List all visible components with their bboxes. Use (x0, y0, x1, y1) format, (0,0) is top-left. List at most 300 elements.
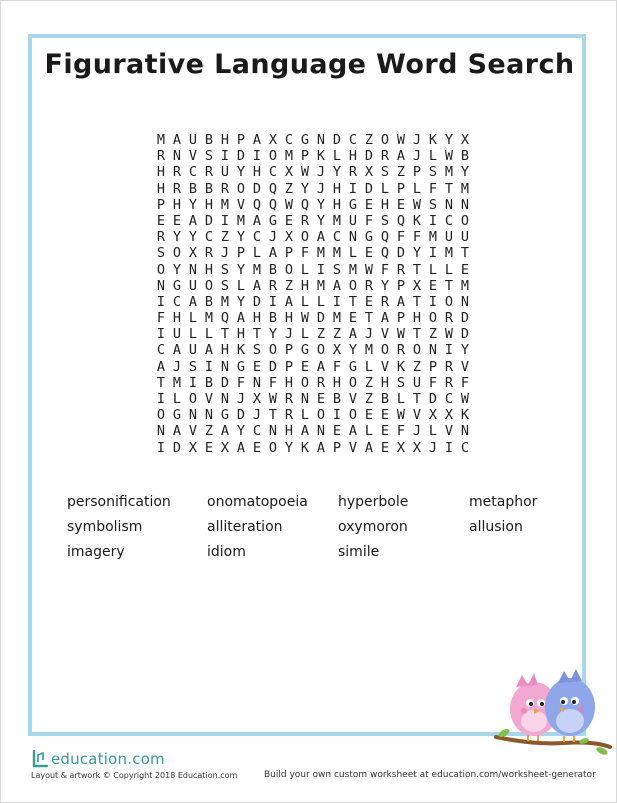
grid-letter: N (460, 423, 470, 440)
grid-letter: I (332, 407, 342, 424)
grid-letter: I (188, 374, 198, 391)
grid-letter: L (300, 261, 310, 278)
grid-letter: Y (460, 342, 470, 359)
grid-letter: I (444, 342, 454, 359)
grid-letter: T (412, 326, 422, 343)
grid-letter: X (428, 407, 438, 424)
grid-letter: H (156, 180, 166, 197)
grid-letter: L (428, 148, 438, 165)
grid-letter: A (220, 423, 230, 440)
grid-letter: E (428, 277, 438, 294)
grid-letter: D (428, 391, 438, 407)
grid-letter: X (268, 132, 278, 148)
grid-letter: R (220, 180, 230, 197)
grid-letter: L (348, 245, 358, 262)
grid-letter: A (188, 212, 198, 229)
grid-letter: U (444, 229, 454, 246)
grid-letter: A (172, 423, 182, 440)
word-search-grid (153, 132, 473, 456)
grid-letter: N (204, 407, 214, 424)
grid-letter: O (188, 391, 198, 407)
grid-letter: I (156, 293, 166, 310)
grid-letter: J (412, 132, 422, 148)
grid-letter: B (268, 310, 278, 327)
grid-letter: B (188, 180, 198, 197)
grid-letter: M (332, 245, 342, 262)
grid-letter: D (172, 439, 182, 456)
grid-letter: C (252, 229, 262, 246)
grid-letter: R (204, 164, 214, 181)
grid-letter: R (156, 148, 166, 165)
grid-letter: M (284, 148, 294, 165)
grid-letter: A (316, 439, 326, 456)
grid-letter: H (172, 310, 182, 327)
grid-row (153, 326, 473, 342)
grid-letter: S (188, 358, 198, 375)
grid-letter: R (444, 358, 454, 375)
grid-letter: D (268, 358, 278, 375)
grid-letter: A (252, 277, 262, 294)
grid-letter: X (412, 439, 422, 456)
grid-letter: R (284, 391, 294, 407)
grid-letter: P (396, 277, 406, 294)
grid-letter: L (204, 326, 214, 343)
grid-letter: V (188, 148, 198, 165)
grid-letter: O (284, 261, 294, 278)
grid-letter: P (284, 245, 294, 262)
grid-letter: H (204, 261, 214, 278)
grid-letter: Y (332, 164, 342, 181)
grid-letter: D (236, 407, 246, 424)
grid-letter: A (316, 229, 326, 246)
grid-letter: Z (412, 358, 422, 375)
grid-letter: E (364, 407, 374, 424)
grid-letter: I (156, 391, 166, 407)
grid-letter: Z (220, 229, 230, 246)
grid-letter: D (332, 132, 342, 148)
grid-letter: F (412, 229, 422, 246)
grid-letter: N (220, 391, 230, 407)
grid-letter: R (444, 310, 454, 327)
grid-letter: Y (188, 196, 198, 213)
grid-letter: J (412, 148, 422, 165)
grid-letter: I (220, 212, 230, 229)
grid-row (153, 375, 473, 391)
grid-letter: W (300, 164, 310, 181)
grid-letter: C (284, 132, 294, 148)
grid-letter: E (460, 261, 470, 278)
word-list-item: oxymoron (338, 519, 408, 535)
grid-letter: M (460, 180, 470, 197)
grid-letter: H (220, 342, 230, 359)
grid-letter: L (252, 245, 262, 262)
grid-letter: H (332, 196, 342, 213)
grid-letter: L (396, 391, 406, 407)
grid-letter: F (332, 358, 342, 375)
grid-letter: E (364, 293, 374, 310)
grid-letter: M (220, 293, 230, 310)
grid-letter: Q (268, 196, 278, 213)
grid-letter: C (172, 293, 182, 310)
grid-letter: P (156, 196, 166, 213)
grid-letter: J (236, 391, 246, 407)
grid-letter: W (460, 391, 470, 407)
grid-letter: T (364, 310, 374, 327)
grid-letter: M (252, 261, 262, 278)
grid-letter: M (316, 277, 326, 294)
grid-letter: F (396, 423, 406, 440)
grid-letter: F (428, 180, 438, 197)
grid-letter: Y (316, 196, 326, 213)
grid-letter: F (428, 374, 438, 391)
grid-letter: H (204, 196, 214, 213)
grid-letter: E (348, 310, 358, 327)
grid-letter: U (412, 374, 422, 391)
grid-letter: E (380, 423, 390, 440)
grid-letter: F (460, 374, 470, 391)
grid-letter: H (172, 196, 182, 213)
grid-letter: A (252, 212, 262, 229)
grid-letter: E (396, 196, 406, 213)
grid-letter: C (348, 132, 358, 148)
grid-letter: E (252, 358, 262, 375)
grid-letter: R (444, 374, 454, 391)
grid-letter: K (396, 358, 406, 375)
grid-letter: A (188, 293, 198, 310)
grid-letter: N (316, 132, 326, 148)
grid-letter: D (220, 374, 230, 391)
grid-letter: H (348, 148, 358, 165)
grid-letter: Y (412, 245, 422, 262)
grid-letter: H (156, 164, 166, 181)
education-logo-icon (31, 749, 49, 769)
grid-letter: Y (300, 180, 310, 197)
grid-letter: O (460, 212, 470, 229)
grid-letter: E (364, 196, 374, 213)
grid-letter: R (172, 180, 182, 197)
grid-letter: F (268, 374, 278, 391)
grid-letter: J (316, 180, 326, 197)
grid-letter: M (332, 212, 342, 229)
grid-letter: C (460, 439, 470, 456)
grid-letter: T (460, 245, 470, 262)
grid-letter: A (236, 439, 246, 456)
grid-letter: O (316, 407, 326, 424)
grid-letter: W (396, 407, 406, 424)
grid-letter: G (236, 358, 246, 375)
grid-letter: M (460, 277, 470, 294)
grid-letter: L (300, 293, 310, 310)
grid-letter: M (444, 245, 454, 262)
grid-letter: P (236, 245, 246, 262)
grid-letter: W (268, 391, 278, 407)
word-list-item: hyperbole (338, 494, 409, 510)
grid-letter: O (236, 180, 246, 197)
grid-letter: B (204, 374, 214, 391)
grid-letter: N (348, 229, 358, 246)
grid-letter: Q (252, 196, 262, 213)
grid-letter: Q (380, 229, 390, 246)
grid-letter: J (412, 423, 422, 440)
grid-letter: Y (172, 229, 182, 246)
grid-letter: T (444, 180, 454, 197)
grid-letter: X (460, 132, 470, 148)
grid-letter: V (188, 423, 198, 440)
grid-row (153, 359, 473, 375)
grid-letter: S (204, 148, 214, 165)
grid-letter: K (316, 148, 326, 165)
grid-letter: N (444, 196, 454, 213)
grid-letter: I (204, 358, 214, 375)
grid-letter: B (332, 391, 342, 407)
grid-letter: S (252, 342, 262, 359)
grid-row (153, 197, 473, 213)
grid-letter: J (428, 439, 438, 456)
grid-letter: G (348, 196, 358, 213)
grid-row (153, 245, 473, 261)
grid-letter: W (300, 310, 310, 327)
grid-letter: X (284, 229, 294, 246)
grid-letter: L (188, 326, 198, 343)
grid-letter: D (460, 326, 470, 343)
grid-letter: H (284, 423, 294, 440)
grid-letter: Y (236, 229, 246, 246)
grid-row (153, 181, 473, 197)
grid-letter: H (300, 277, 310, 294)
grid-letter: Y (236, 261, 246, 278)
grid-letter: N (268, 423, 278, 440)
word-list-item: symbolism (67, 519, 143, 535)
grid-letter: S (428, 196, 438, 213)
grid-letter: C (332, 229, 342, 246)
grid-letter: H (252, 310, 262, 327)
grid-letter: E (380, 439, 390, 456)
grid-letter: I (444, 439, 454, 456)
grid-letter: X (332, 342, 342, 359)
grid-letter: Y (460, 164, 470, 181)
grid-letter: X (188, 245, 198, 262)
grid-letter: B (204, 180, 214, 197)
grid-letter: A (284, 293, 294, 310)
grid-letter: V (204, 391, 214, 407)
grid-letter: S (332, 261, 342, 278)
grid-letter: K (460, 407, 470, 424)
grid-letter: F (236, 374, 246, 391)
grid-letter: W (444, 148, 454, 165)
grid-letter: I (316, 261, 326, 278)
grid-letter: H (380, 196, 390, 213)
grid-letter: P (428, 358, 438, 375)
grid-letter: F (300, 245, 310, 262)
grid-letter: E (380, 407, 390, 424)
grid-letter: L (236, 277, 246, 294)
grid-letter: G (220, 407, 230, 424)
grid-letter: I (428, 212, 438, 229)
grid-letter: C (252, 423, 262, 440)
grid-letter: W (284, 196, 294, 213)
grid-row (153, 342, 473, 358)
grid-letter: L (428, 423, 438, 440)
grid-letter: R (316, 374, 326, 391)
grid-letter: C (156, 342, 166, 359)
grid-letter: I (220, 148, 230, 165)
grid-letter: R (364, 277, 374, 294)
grid-letter: Z (428, 326, 438, 343)
grid-letter: N (188, 407, 198, 424)
grid-letter: N (460, 293, 470, 310)
grid-letter: D (252, 293, 262, 310)
grid-letter: W (396, 326, 406, 343)
grid-letter: S (380, 212, 390, 229)
grid-letter: M (332, 310, 342, 327)
grid-row (153, 132, 473, 148)
grid-letter: A (348, 423, 358, 440)
grid-letter: K (428, 132, 438, 148)
grid-letter: J (284, 326, 294, 343)
grid-letter: A (172, 132, 182, 148)
grid-letter: A (236, 310, 246, 327)
grid-letter: G (300, 342, 310, 359)
grid-letter: M (348, 261, 358, 278)
grid-letter: E (204, 439, 214, 456)
grid-letter: A (252, 132, 262, 148)
grid-letter: T (444, 277, 454, 294)
grid-letter: K (236, 342, 246, 359)
grid-letter: O (380, 342, 390, 359)
grid-letter: U (188, 342, 198, 359)
grid-letter: A (172, 342, 182, 359)
grid-letter: M (156, 132, 166, 148)
grid-letter: R (284, 407, 294, 424)
grid-letter: S (220, 277, 230, 294)
copyright-text: Layout & artwork © Copyright 2018 Education.com (31, 771, 238, 780)
grid-row (153, 407, 473, 423)
grid-letter: K (300, 439, 310, 456)
grid-letter: V (348, 391, 358, 407)
page-title: Figurative Language Word Search (44, 49, 575, 80)
grid-letter: Y (348, 342, 358, 359)
grid-letter: T (412, 261, 422, 278)
brand-name: education.com (51, 750, 165, 768)
grid-letter: X (284, 164, 294, 181)
grid-letter: S (156, 245, 166, 262)
grid-letter: O (348, 407, 358, 424)
grid-letter: N (460, 196, 470, 213)
grid-row (153, 262, 473, 278)
grid-letter: N (172, 148, 182, 165)
grid-letter: Y (284, 439, 294, 456)
grid-letter: B (268, 261, 278, 278)
grid-letter: R (380, 293, 390, 310)
grid-letter: S (396, 374, 406, 391)
grid-letter: P (396, 310, 406, 327)
grid-letter: U (188, 277, 198, 294)
grid-letter: M (236, 212, 246, 229)
grid-letter: N (252, 374, 262, 391)
grid-letter: W (412, 196, 422, 213)
worksheet-generator-link[interactable]: Build your own custom worksheet at education.com/worksheet-generator (264, 770, 596, 780)
grid-letter: Y (188, 229, 198, 246)
grid-letter: W (444, 326, 454, 343)
grid-letter: O (348, 374, 358, 391)
grid-letter: L (428, 261, 438, 278)
word-list-item: allusion (469, 519, 523, 535)
brand-logo[interactable] (31, 749, 165, 769)
grid-letter: O (300, 229, 310, 246)
grid-letter: I (156, 326, 166, 343)
grid-letter: Z (204, 423, 214, 440)
grid-letter: Q (220, 310, 230, 327)
grid-letter: L (188, 310, 198, 327)
grid-letter: E (316, 391, 326, 407)
grid-letter: O (204, 277, 214, 294)
grid-letter: N (156, 277, 166, 294)
grid-letter: Y (236, 164, 246, 181)
grid-letter: O (444, 293, 454, 310)
grid-letter: V (444, 423, 454, 440)
grid-letter: I (332, 293, 342, 310)
grid-letter: D (316, 310, 326, 327)
word-list-item: onomatopoeia (207, 494, 308, 510)
grid-letter: L (300, 326, 310, 343)
grid-letter: E (172, 212, 182, 229)
grid-letter: X (220, 439, 230, 456)
grid-letter: B (460, 148, 470, 165)
grid-letter: U (348, 212, 358, 229)
grid-letter: R (300, 212, 310, 229)
grid-letter: Y (236, 293, 246, 310)
grid-letter: I (428, 245, 438, 262)
grid-letter: M (364, 342, 374, 359)
grid-letter: O (156, 261, 166, 278)
grid-row (153, 213, 473, 229)
grid-letter: O (156, 407, 166, 424)
grid-letter: Z (284, 277, 294, 294)
grid-letter: Z (364, 391, 374, 407)
grid-letter: O (380, 132, 390, 148)
grid-letter: Z (396, 164, 406, 181)
word-list (67, 493, 587, 562)
grid-letter: D (252, 180, 262, 197)
grid-letter: G (300, 132, 310, 148)
grid-letter: U (460, 229, 470, 246)
grid-letter: T (268, 407, 278, 424)
grid-letter: A (156, 358, 166, 375)
grid-letter: L (300, 407, 310, 424)
grid-letter: M (172, 374, 182, 391)
grid-letter: M (444, 164, 454, 181)
grid-letter: D (364, 148, 374, 165)
grid-letter: X (412, 277, 422, 294)
grid-letter: G (172, 407, 182, 424)
grid-letter: D (396, 245, 406, 262)
grid-letter: Z (316, 326, 326, 343)
grid-letter: P (396, 180, 406, 197)
grid-row (153, 294, 473, 310)
grid-letter: L (444, 261, 454, 278)
grid-letter: X (396, 439, 406, 456)
grid-letter: E (284, 212, 294, 229)
grid-letter: K (412, 212, 422, 229)
grid-letter: Q (268, 180, 278, 197)
grid-letter: X (444, 407, 454, 424)
grid-row (153, 148, 473, 164)
grid-letter: P (284, 342, 294, 359)
grid-letter: P (236, 132, 246, 148)
grid-letter: A (316, 358, 326, 375)
grid-letter: R (348, 164, 358, 181)
grid-letter: H (236, 326, 246, 343)
